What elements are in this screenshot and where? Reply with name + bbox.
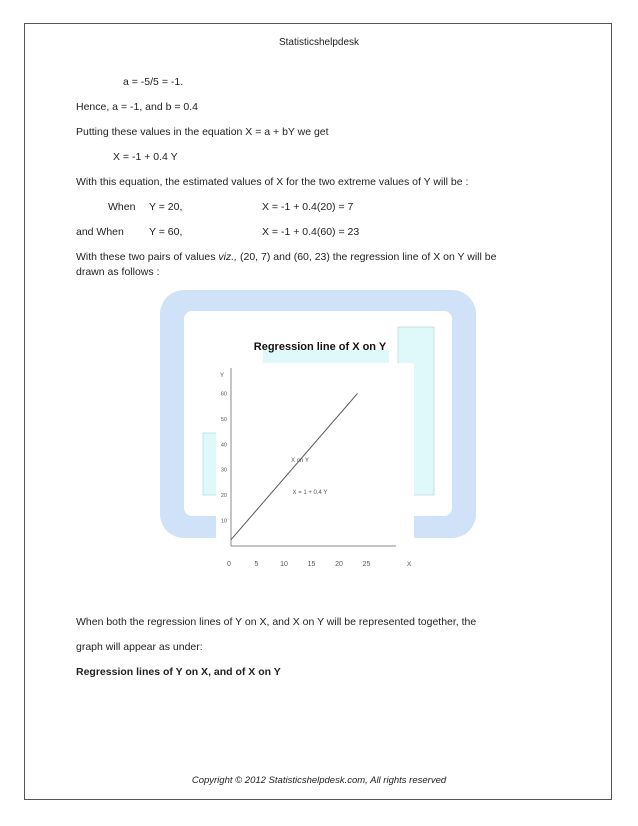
- pairs-post: (20, 7) and (60, 23) the regression line of X on Y will be: [240, 251, 497, 263]
- equation-line: X = -1 + 0.4 Y: [113, 151, 178, 163]
- when2-x: X = -1 + 0.4(60) = 23: [262, 226, 360, 238]
- chart-annotation-x-on-y: X on Y: [291, 458, 309, 464]
- both-line-2: graph will appear as under:: [76, 641, 203, 653]
- a-value-line: a = -5/5 = -1.: [123, 76, 184, 88]
- y-tick-label-5: 60: [220, 391, 227, 398]
- x-tick-label-4: 20: [335, 561, 343, 568]
- y-tick-label-3: 40: [220, 442, 227, 449]
- chart-annotation-equation: X = 1 + 0.4 Y: [292, 490, 328, 496]
- pairs-pre: With these two pairs of values: [76, 251, 216, 263]
- page-header: Statisticshelpdesk: [278, 37, 360, 48]
- x-tick-label-2: 10: [280, 561, 288, 568]
- when1-y: Y = 20,: [149, 201, 183, 213]
- page-footer: Copyright © 2012 Statisticshelpdesk.com, All rights reserved: [191, 775, 447, 786]
- y-tick-label-1: 20: [220, 493, 227, 500]
- when2-y: Y = 60,: [149, 226, 183, 238]
- with-equation-line: With this equation, the estimated values of X for the two extreme values of Y will be :: [76, 176, 469, 188]
- pairs-line-2: drawn as follows :: [76, 266, 160, 278]
- when1-label: When: [108, 201, 136, 213]
- chart-plot-panel: [216, 363, 414, 571]
- x-tick-label-5: 25: [362, 561, 371, 568]
- x-tick-label-1: 5: [254, 561, 259, 568]
- putting-line: Putting these values in the equation X = a + bY we get: [76, 126, 329, 138]
- section-heading: Regression lines of Y on X, and of X on Y: [76, 666, 281, 678]
- when1-x: X = -1 + 0.4(20) = 7: [262, 201, 354, 213]
- x-tick-label-3: 15: [307, 561, 316, 568]
- chart-x-label: X: [406, 561, 412, 568]
- hence-line: Hence, a = -1, and b = 0.4: [76, 101, 199, 113]
- y-tick-label-0: 10: [220, 518, 227, 525]
- y-tick-label-4: 50: [220, 416, 227, 423]
- x-tick-label-0: 0: [227, 561, 231, 568]
- chart-y-label: Y: [219, 373, 225, 379]
- y-tick-label-2: 30: [220, 467, 227, 474]
- when2-label: and When: [76, 226, 124, 238]
- both-line-1: When both the regression lines of Y on X, and X on Y will be represented together, the: [76, 616, 477, 628]
- pairs-viz: viz.,: [218, 251, 238, 263]
- chart-title: Regression line of X on Y: [253, 341, 387, 353]
